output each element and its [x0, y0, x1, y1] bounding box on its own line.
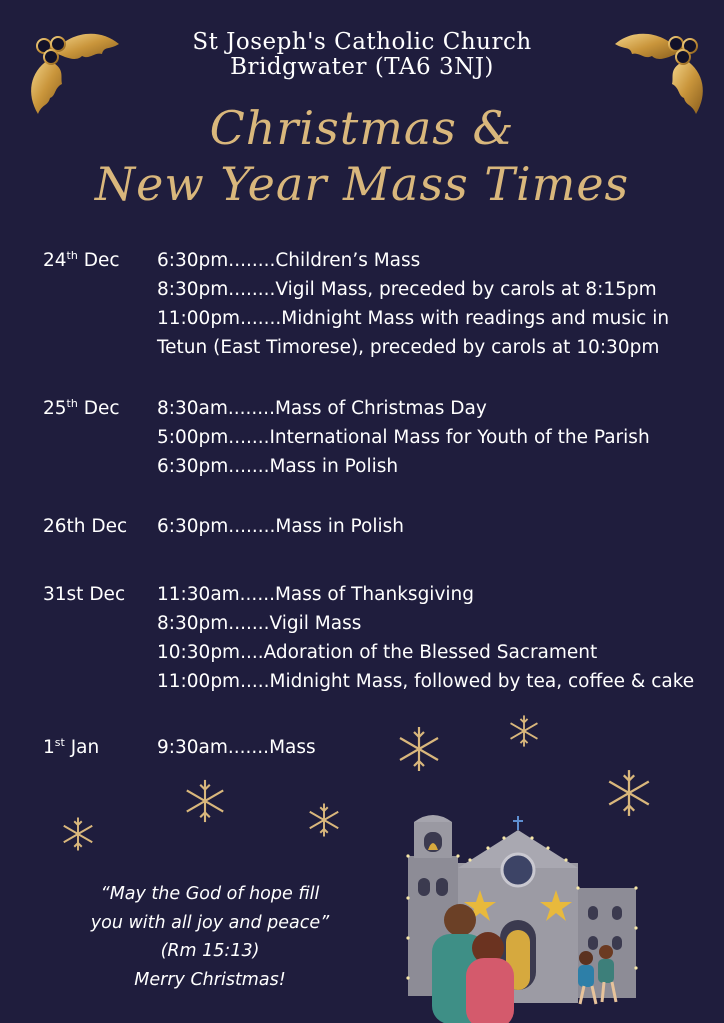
day-month: Dec — [77, 250, 120, 271]
day-label-24-dec — [43, 246, 120, 275]
day-number: 24 — [43, 250, 67, 271]
mass-entry: 11:00pm.......Midnight Mass with readings and music in — [157, 308, 670, 329]
mass-entry: 11:00pm.....Midnight Mass, followed by tea, coffee & cake — [157, 671, 695, 692]
mass-entry: Tetun (East Timorese), preceded by carols at 10:30pm — [157, 337, 660, 358]
day-label-1-jan — [43, 733, 99, 762]
snowflake-icon — [306, 802, 342, 838]
church-line-1: St Joseph's Catholic Church — [192, 29, 532, 55]
mass-entry: 8:30pm.......Vigil Mass — [157, 613, 362, 634]
church-name — [0, 30, 724, 80]
day-suffix: th — [66, 396, 78, 410]
church-illustration — [400, 808, 644, 1023]
snowflake-icon — [507, 714, 541, 748]
day-label-31-dec: 31st Dec — [43, 584, 126, 605]
scripture-quote — [60, 880, 360, 994]
mass-entry: 6:30pm........Children’s Mass — [157, 250, 421, 271]
day-suffix: th — [66, 248, 78, 262]
day-suffix: st — [54, 735, 65, 749]
mass-entry: 10:30pm....Adoration of the Blessed Sacrament — [157, 642, 598, 663]
day-month: Dec — [77, 398, 120, 419]
quote-line: “May the God of hope fill — [100, 884, 320, 904]
quote-line: you with all joy and peace” — [90, 912, 330, 933]
snowflake-icon — [182, 778, 228, 824]
mass-entry: 5:00pm.......International Mass for Youth of the Parish — [157, 427, 650, 448]
page-title — [0, 100, 724, 212]
day-label-25-dec — [43, 394, 120, 423]
day-number: 1 — [43, 737, 55, 758]
mass-entry: 11:30am......Mass of Thanksgiving — [157, 584, 475, 605]
snowflake-icon — [60, 816, 96, 852]
church-line-2: Bridgwater (TA6 3NJ) — [230, 54, 494, 80]
quote-reference: (Rm 15:13) — [160, 941, 260, 961]
title-line-1: Christmas & — [209, 101, 515, 155]
day-number: 25 — [43, 398, 67, 419]
title-line-2: New Year Mass Times — [94, 157, 630, 211]
mass-entry: 6:30pm........Mass in Polish — [157, 516, 405, 537]
mass-entry: 9:30am.......Mass — [157, 737, 316, 758]
mass-entry: 6:30pm.......Mass in Polish — [157, 456, 399, 477]
day-label-26-dec: 26th Dec — [43, 516, 128, 537]
mass-entry: 8:30am........Mass of Christmas Day — [157, 398, 487, 419]
snowflake-icon — [395, 725, 443, 773]
day-month: Jan — [64, 737, 100, 758]
greeting: Merry Christmas! — [134, 969, 286, 990]
mass-entry: 8:30pm........Vigil Mass, preceded by carols at 8:15pm — [157, 279, 657, 300]
